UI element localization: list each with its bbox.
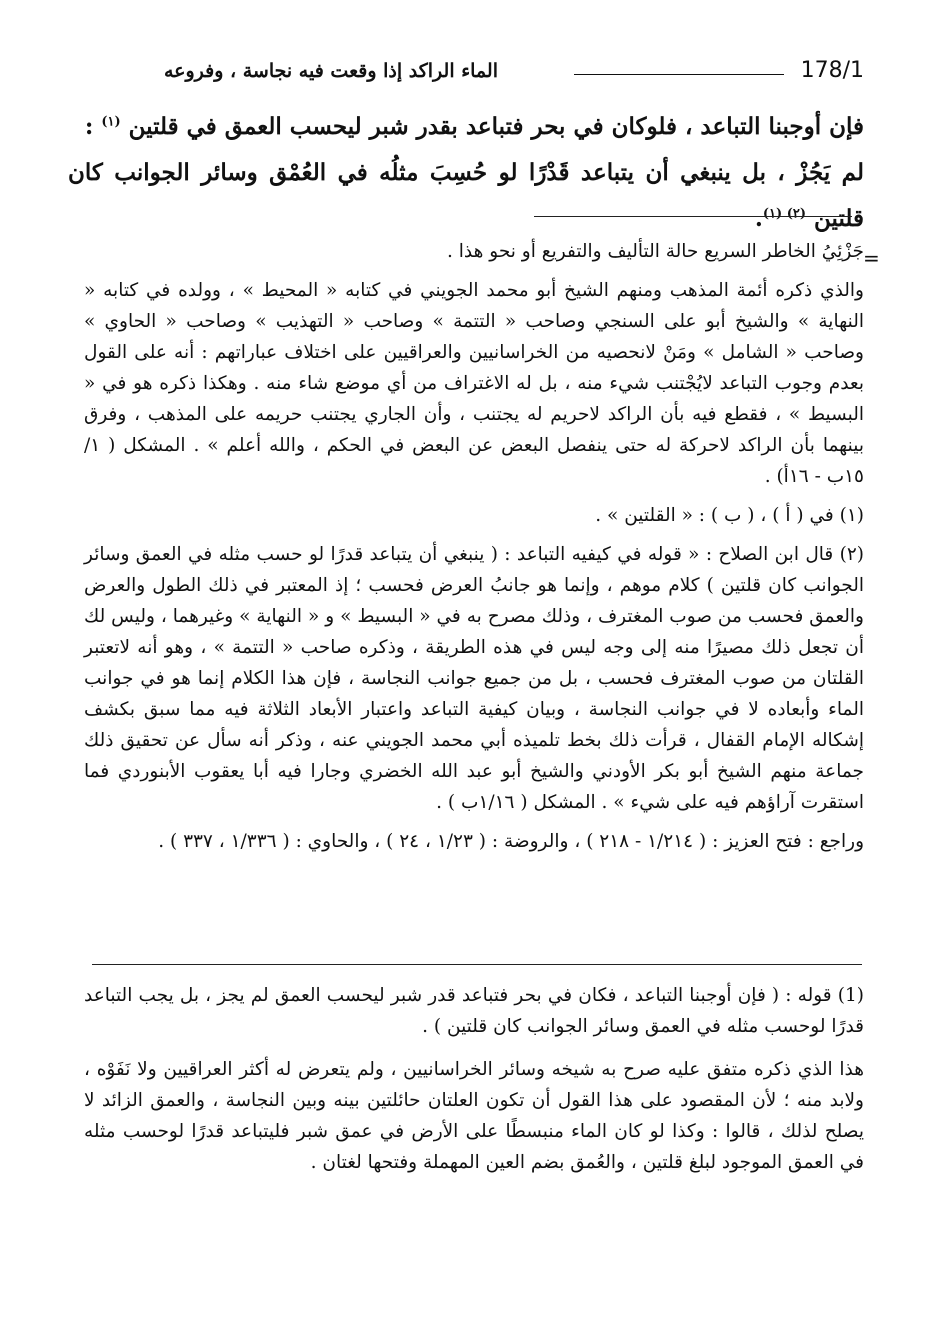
note-paragraph: والذي ذكره أئمة المذهب ومنهم الشيخ أبو محمد الجويني في كتابه « المحيط » ، وولده في كتابه « النهاية » والشيخ أبو على السنجي وصاحب « التتمة » وصاحب « التهذيب » وصاحب « الحاوي » وصاحب « الشامل » ومَنْ لانحصيه من الخراسانيين والعراقيين على اختلاف عباراتهم : أنه على القول بعدم وجوب التباعد لايُجْتنب شيء منه ، بل له الاغتراف من أي موضع شاء منه . وهكذا ذكره هو في « البسيط » ، فقطع فيه بأن الراكد لاحريم له يجتنب ، وأن الجاري يجتنب حريمه على المذهب ، وفرق بينهما بأن الراكد لاحركة له حتى ينفصل البعض عن البعض في الحكم ، والله أعلم » . المشكل ( ١/ ١٥ب - ١٦أ) .: [84, 280, 864, 487]
footnote-ref-2: (٢) (١): [762, 206, 806, 222]
footnote-1: (١) في ( أ ) ، ( ب ) : « القلتين » .: [595, 505, 864, 526]
note-continuation: جَزْئِيُ الخاطر السريع حالة التأليف والتفريع أو نحو هذا .: [447, 241, 864, 262]
main-line-2: لم يَجُزْ ، بل ينبغي أن يتباعد قَدْرًا لو حُسِبَ مثلُه في العُمْق وسائر الجوانب كان قلتين: [68, 159, 864, 232]
main-line-1: فإن أوجبنا التباعد ، فلوكان في بحر فتباعد بقدر شبر ليحسب العمق في قلتين: [128, 113, 864, 140]
commentary-separator: [92, 964, 862, 965]
main-text: [68, 104, 864, 242]
page-number: 178/1: [800, 58, 864, 83]
main-line-1-end: :: [84, 113, 102, 140]
page-header: [68, 52, 864, 92]
footnote-2: (٢) قال ابن الصلاح : « قوله في كيفيه التباعد : ( ينبغي أن يتباعد قدرًا لو حسب مثله في العمق وسائر الجوانب كان قلتين ) كلام موهم ، وإنما هو جانبُ العرض فحسب ؛ إذ المعتبر في ذلك الطول والعرض والعمق فحسب من صوب المغترف ، وذلك مصرح به في « البسيط » و « النهاية » وغيرهما ، وليس لك أن تجعل ذلك مصيرًا منه إلى وجه ليس في هذه الطريقة ، وذكره صاحب « التتمة » ، وهو أنه لاتعتبر القلتان من صوب المغترف فحسب ، بل من جميع جوانب النجاسة ، فإن هذا الكلام إنما هو في جوانب الماء وأبعاده لا في جوانب النجاسة ، وبيان كيفية التباعد واعتبار الأبعاد الثلاثة فيه مما سبق بكشف إشكاله الإمام القفال ، قرأت ذلك بخط تلميذه أبي محمد الجويني عنه ، وذكر أنه سأل عن تحقيق ذلك جماعة منهم الشيخ أبو بكر الأودني والشيخ أبو عبد الله الخضري وجارا فيه أبا يعقوب الأبنوردي فما استقرت آراؤهم فيه على شيء » . المشكل ( ١/١٦ب ) .: [84, 544, 864, 813]
header-rule: [574, 74, 784, 75]
main-line-2-end: .: [754, 205, 763, 232]
running-title: الماء الراكد إذا وقعت فيه نجاسة ، وفروعه: [163, 60, 498, 82]
continuation-mark: =: [863, 246, 880, 270]
commentary-explanation: هذا الذي ذكره متفق عليه صرح به شيخه وسائر الخراسانيين ، ولم يتعرض له أكثر العراقيين ولا نَفَوْه ، ولابد منه ؛ لأن المقصود على هذا القول أن تكون العلتان حائلتين بينه وبين النجاسة ، والعمق الزائد لا يصلح لذلك ، قالوا : وكذا لو كان الماء منبسطًا على الأرض في عمق شبر فليتباعد قدرًا لوحسب مثله في العمق الموجود لبلغ قلتين ، والعُمق بضم العين المهملة وفتحها لغتان .: [84, 1059, 864, 1173]
references-note: وراجع : فتح العزيز : ( ١/٢١٤ - ٢١٨ ) ، والروضة : ( ١/٢٣ ، ٢٤ ) ، والحاوي : ( ١/٣٣٦ ، ٣٣٧ ) .: [158, 831, 864, 852]
commentary-quote: (1) قوله : ( فإن أوجبنا التباعد ، فكان في بحر فتباعد قدر شبر ليحسب العمق لم يجز ، بل يجب التباعد قدرًا لوحسب مثله في العمق وسائر الجوانب كان قلتين ) .: [84, 985, 864, 1037]
footnote-ref-1: (١): [101, 114, 121, 130]
editor-notes: [84, 236, 864, 857]
footnote-separator: [534, 216, 852, 217]
commentary-notes: [84, 980, 864, 1178]
